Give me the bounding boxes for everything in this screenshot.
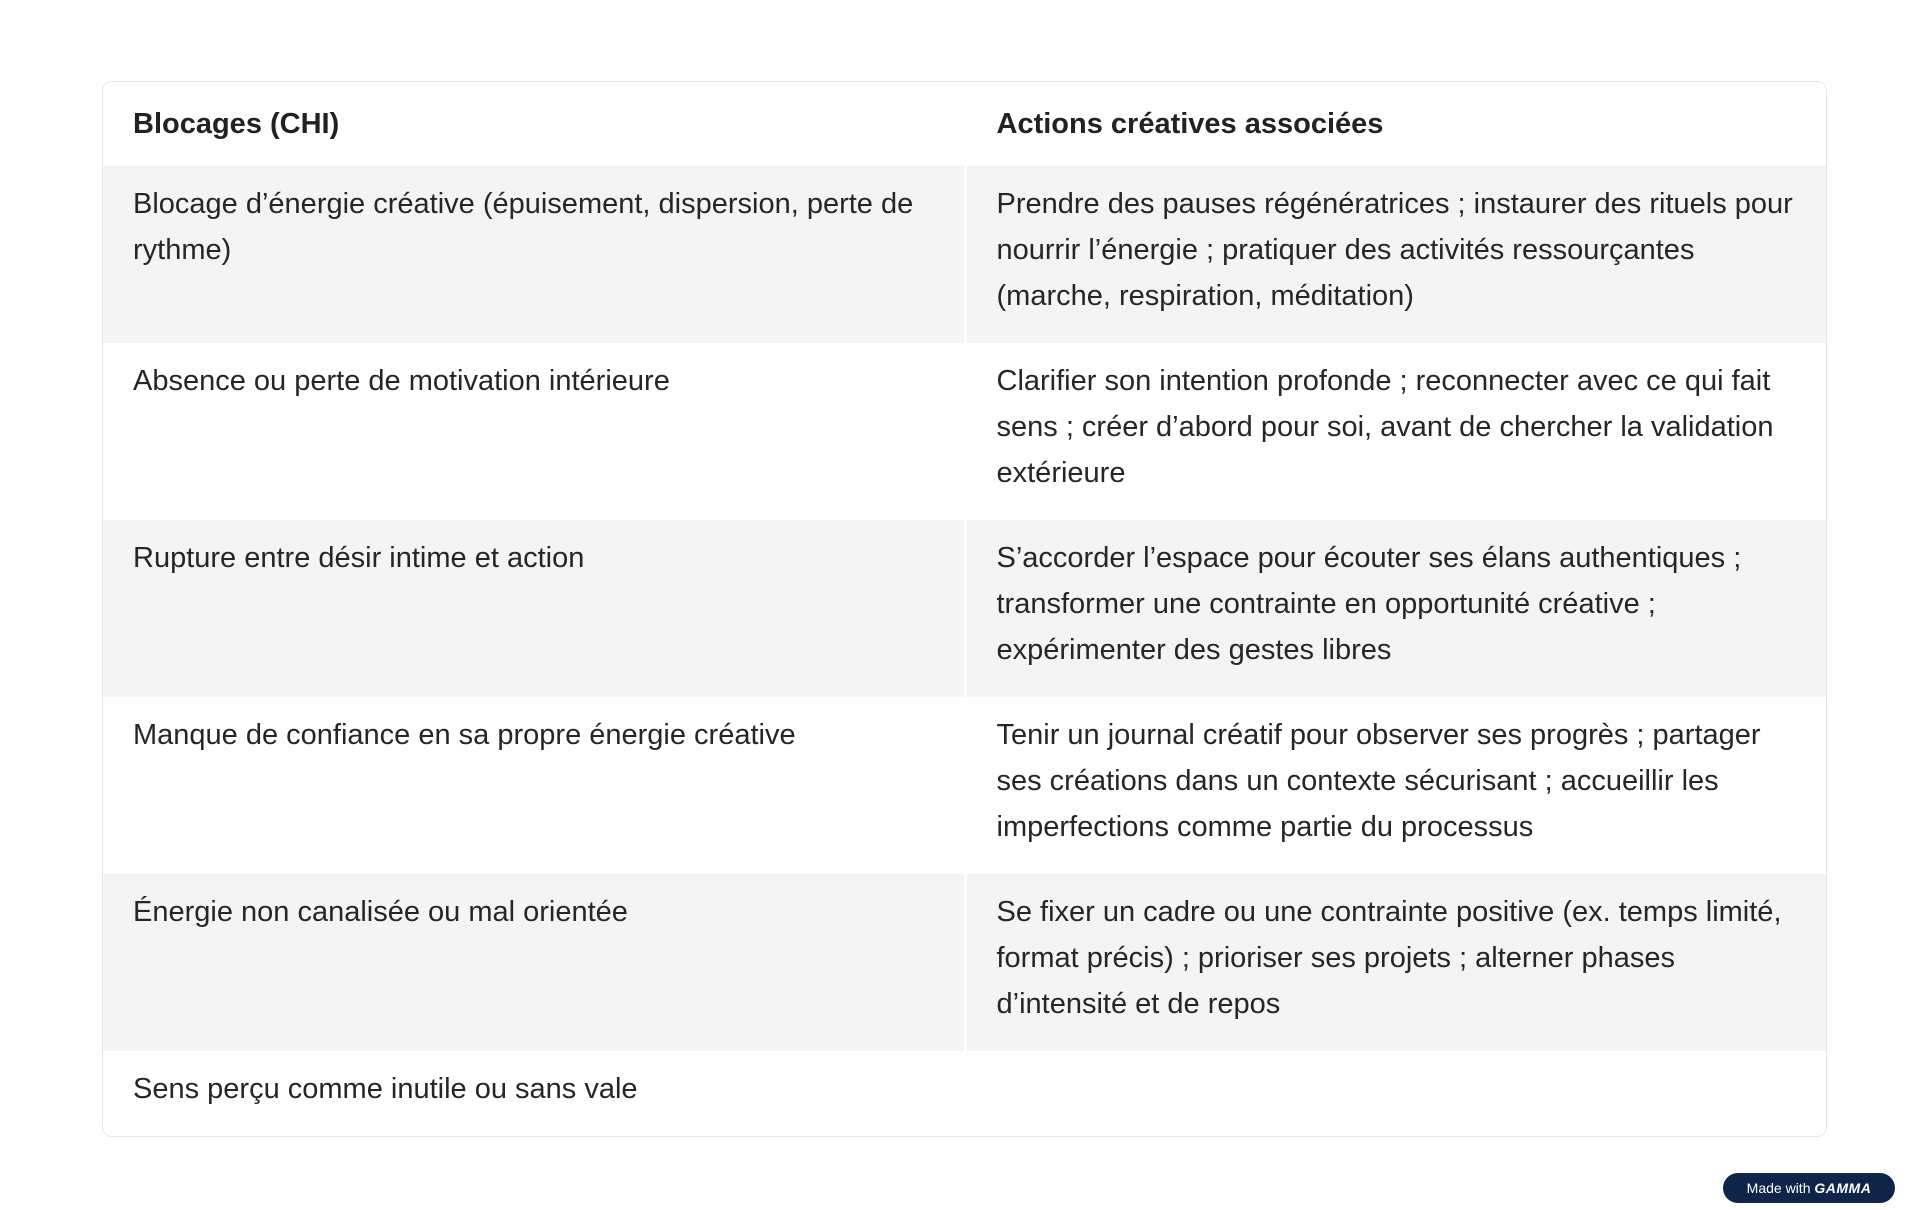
table-header-row [103, 82, 1826, 166]
action-cell: Prendre des pauses régénératrices ; instaurer des rituels pour nourrir l’énergie ; pratiquer des activités ressourçantes (marche, respiration, méditation) [965, 166, 1826, 343]
table-row [103, 874, 1826, 1051]
action-cell: S’accorder l’espace pour écouter ses élans authentiques ; transformer une contrainte en opportunité créative ; expérimenter des gestes libres [965, 520, 1826, 697]
table-row [103, 343, 1826, 520]
blocages-table-card [102, 81, 1827, 1137]
table-row [103, 1051, 1826, 1136]
blocage-cell: Manque de confiance en sa propre énergie créative [103, 697, 965, 874]
action-cell [965, 1051, 1826, 1136]
table-row [103, 166, 1826, 343]
action-cell: Se fixer un cadre ou une contrainte positive (ex. temps limité, format précis) ; prioriser ses projets ; alterner phases d’intensité et de repos [965, 874, 1826, 1051]
table-row [103, 520, 1826, 697]
action-cell: Tenir un journal créatif pour observer ses progrès ; partager ses créations dans un contexte sécurisant ; accueillir les imperfections comme partie du processus [965, 697, 1826, 874]
gamma-logo: GAMMA [1814, 1180, 1872, 1196]
table-row [103, 697, 1826, 874]
column-header-actions: Actions créatives associées [965, 82, 1826, 166]
action-cell: Clarifier son intention profonde ; reconnecter avec ce qui fait sens ; créer d’abord pour soi, avant de chercher la validation extérieure [965, 343, 1826, 520]
blocage-cell: Sens perçu comme inutile ou sans vale [103, 1051, 965, 1136]
blocages-table [103, 82, 1826, 1136]
column-header-blocages: Blocages (CHI) [103, 82, 965, 166]
blocage-cell: Énergie non canalisée ou mal orientée [103, 874, 965, 1051]
badge-prefix: Made with [1746, 1180, 1811, 1196]
blocage-cell: Absence ou perte de motivation intérieure [103, 343, 965, 520]
blocage-cell: Rupture entre désir intime et action [103, 520, 965, 697]
blocage-cell: Blocage d’énergie créative (épuisement, dispersion, perte de rythme) [103, 166, 965, 343]
made-with-gamma-badge[interactable] [1723, 1173, 1895, 1203]
